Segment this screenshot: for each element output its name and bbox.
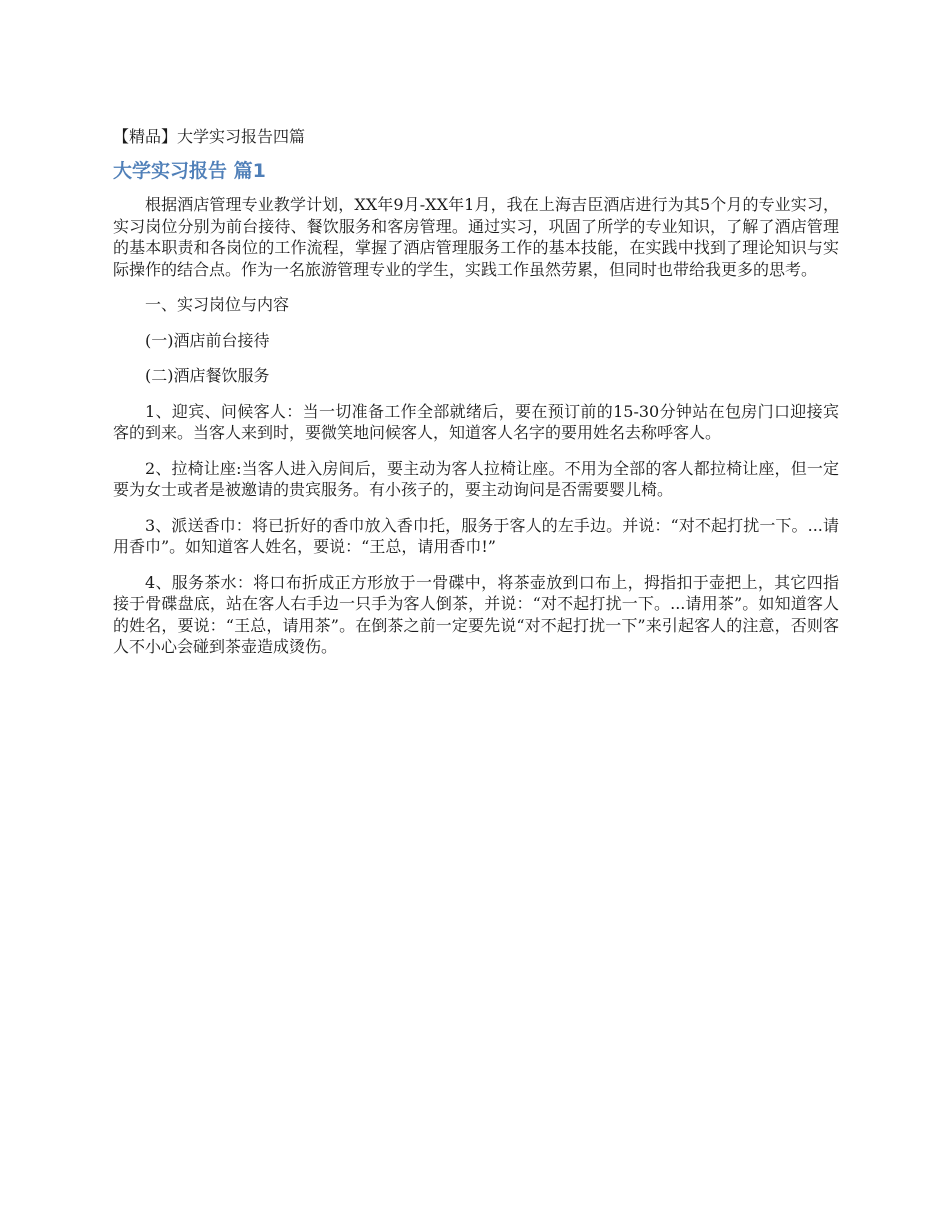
subheading-dining-service: (二)酒店餐饮服务	[145, 366, 270, 385]
paragraph-towel-service: 3、派送香巾：将已折好的香巾放入香巾托，服务于客人的左手边。并说：“对不起打扰一下。...请用香巾”。如知道客人姓名，要说：“王总，请用香巾!”	[113, 515, 839, 556]
section-heading: 大学实习报告 篇1	[113, 160, 266, 182]
subheading-internship-positions: 一、实习岗位与内容	[145, 295, 290, 314]
paragraph-greeting-guests: 1、迎宾、问候客人：当一切准备工作全部就绪后，要在预订前的15-30分钟站在包房门口迎接宾客的到来。当客人来到时，要微笑地问候客人，知道客人名字的要用姓名去称呼客人。	[113, 401, 839, 442]
document-body	[113, 124, 839, 672]
paragraph-tea-service: 4、服务茶水：将口布折成正方形放于一骨碟中，将茶壶放到口布上，拇指扣于壶把上，其它四指接于骨碟盘底，站在客人右手边一只手为客人倒茶，并说：“对不起打扰一下。...请用茶”。如知道客人的姓名，要说：“王总，请用茶”。在倒茶之前一定要先说“对不起打扰一下”来引起客人的注意，否则客人不小心会碰到茶壶造成烫伤。	[113, 572, 839, 656]
intro-paragraph: 根据酒店管理专业教学计划，XX年9月-XX年1月，我在上海吉臣酒店进行为其5个月的专业实习，实习岗位分别为前台接待、餐饮服务和客房管理。通过实习，巩固了所学的专业知识，了解了酒店管理的基本职责和各岗位的工作流程，掌握了酒店管理服务工作的基本技能，在实践中找到了理论知识与实际操作的结合点。作为一名旅游管理专业的学生，实践工作虽然劳累，但同时也带给我更多的思考。	[113, 195, 839, 279]
document-title: 【精品】大学实习报告四篇	[113, 127, 306, 146]
subheading-front-desk: (一)酒店前台接待	[145, 330, 270, 350]
paragraph-seating-guests: 2、拉椅让座:当客人进入房间后，要主动为客人拉椅让座。不用为全部的客人都拉椅让座，但一定要为女士或者是被邀请的贵宾服务。有小孩子的，要主动询问是否需要婴儿椅。	[113, 458, 839, 499]
